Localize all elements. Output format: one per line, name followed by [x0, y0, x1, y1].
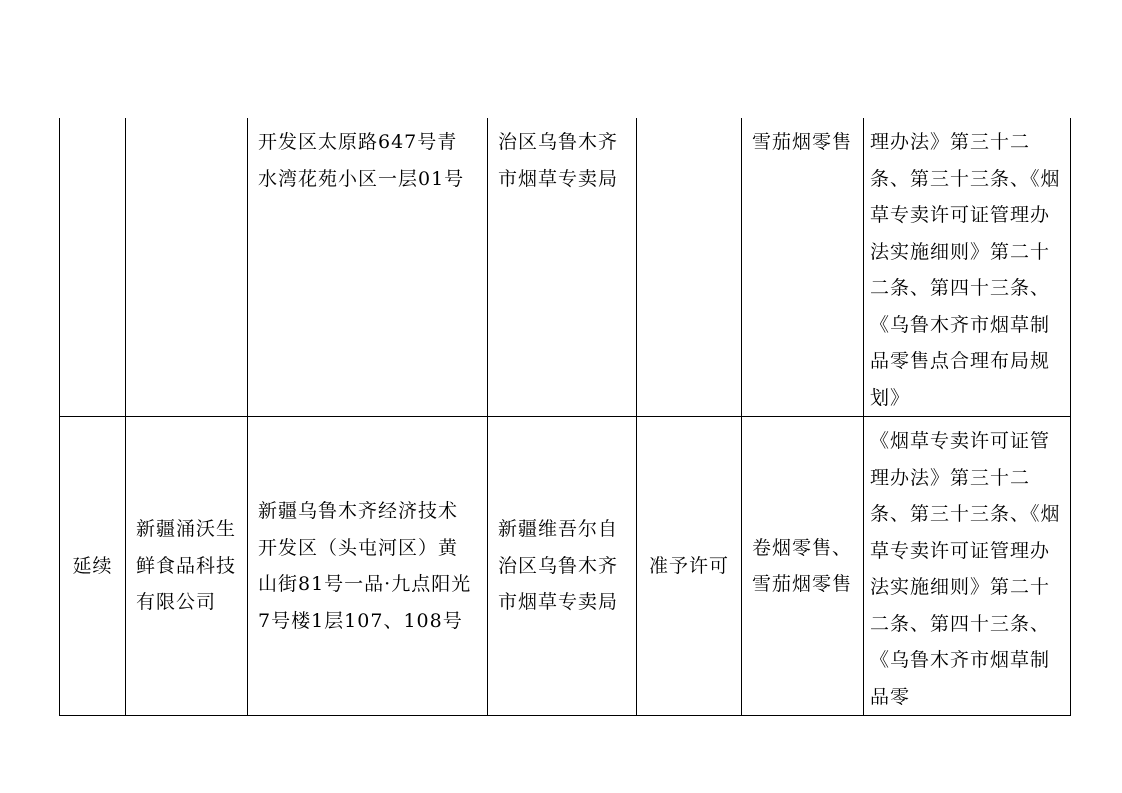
legal-basis-cell: 理办法》第三十二条、第三十三条、《烟草专卖许可证管理办法实施细则》第二十二条、第四十三条、《乌鲁木齐市烟草制品零售点合理布局规划》	[864, 118, 1071, 417]
decision-result-cell	[637, 118, 742, 417]
applicant-name-cell	[126, 118, 248, 417]
permit-type-cell: 延续	[60, 417, 126, 716]
license-table	[59, 118, 1071, 716]
business-scope-cell: 卷烟零售、雪茄烟零售	[742, 417, 864, 716]
business-address-cell: 新疆乌鲁木齐经济技术开发区（头屯河区）黄山街81号一品·九点阳光7号楼1层107、108号	[248, 417, 488, 716]
table-row	[60, 417, 1071, 716]
applicant-name-cell: 新疆涌沃生鲜食品科技有限公司	[126, 417, 248, 716]
legal-basis-cell: 《烟草专卖许可证管理办法》第三十二条、第三十三条、《烟草专卖许可证管理办法实施细则》第二十二条、第四十三条、《乌鲁木齐市烟草制品零	[864, 417, 1071, 716]
licensing-authority-cell: 新疆维吾尔自治区乌鲁木齐市烟草专卖局	[488, 417, 637, 716]
table-row	[60, 118, 1071, 417]
permit-type-cell	[60, 118, 126, 417]
licensing-authority-cell: 治区乌鲁木齐市烟草专卖局	[488, 118, 637, 417]
business-scope-cell: 雪茄烟零售	[742, 118, 864, 417]
business-address-cell: 开发区太原路647号青水湾花苑小区一层01号	[248, 118, 488, 417]
decision-result-cell: 准予许可	[637, 417, 742, 716]
